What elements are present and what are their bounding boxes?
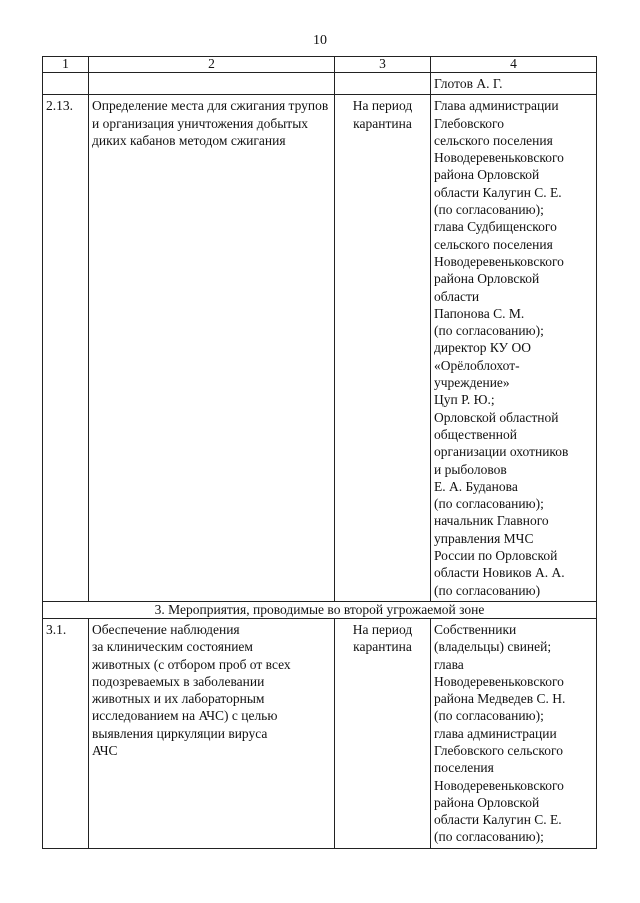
cont-period-cell [335, 73, 431, 95]
row-description: Определение места для сжигания трупов и организация уничтожения добытых диких кабанов методом сжигания [89, 95, 335, 602]
row-responsible: Собственники (владельцы) свиней; глава Новодеревеньковского района Медведев С. Н. (по согласованию); глава администрации Глебовского сельского поселения Новодеревеньковского района Орловской области Калугин С. Е. (по согласованию); [431, 618, 597, 848]
measures-table [42, 56, 597, 849]
table-header-row [43, 57, 597, 73]
header-col-4: 4 [431, 57, 597, 73]
section-heading: 3. Мероприятия, проводимые во второй угрожаемой зоне [43, 601, 597, 618]
row-number: 2.13. [43, 95, 89, 602]
row-number: 3.1. [43, 618, 89, 848]
section-heading-row [43, 601, 597, 618]
cont-desc-cell [89, 73, 335, 95]
row-description: Обеспечение наблюдения за клиническим состоянием животных (с отбором проб от всех подозреваемых в заболевании животных и их лабораторным исследованием на АЧС) с целью выявления циркуляции вируса АЧС [89, 618, 335, 848]
table-row-2-13 [43, 95, 597, 602]
cont-num-cell [43, 73, 89, 95]
cont-responsible-cell: Глотов А. Г. [431, 73, 597, 95]
row-period: На период карантина [335, 95, 431, 602]
header-col-3: 3 [335, 57, 431, 73]
header-col-1: 1 [43, 57, 89, 73]
row-responsible: Глава администрации Глебовского сельского поселения Новодеревеньковского района Орловской области Калугин С. Е. (по согласованию); глава Судбищенского сельского поселения Новодеревеньковского района Орловской области Папонова С. М. (по согласованию); директор КУ ОО «Орёлоблохот- учреждение» Цуп Р. Ю.; Орловской областной общественной организации охотников и рыболовов Е. А. Буданова (по согласованию); начальник Главного управления МЧС России по Орловской области Новиков А. А. (по согласованию) [431, 95, 597, 602]
continuation-row [43, 73, 597, 95]
page-number: 10 [313, 33, 327, 48]
table-row-3-1 [43, 618, 597, 848]
row-period: На период карантина [335, 618, 431, 848]
header-col-2: 2 [89, 57, 335, 73]
